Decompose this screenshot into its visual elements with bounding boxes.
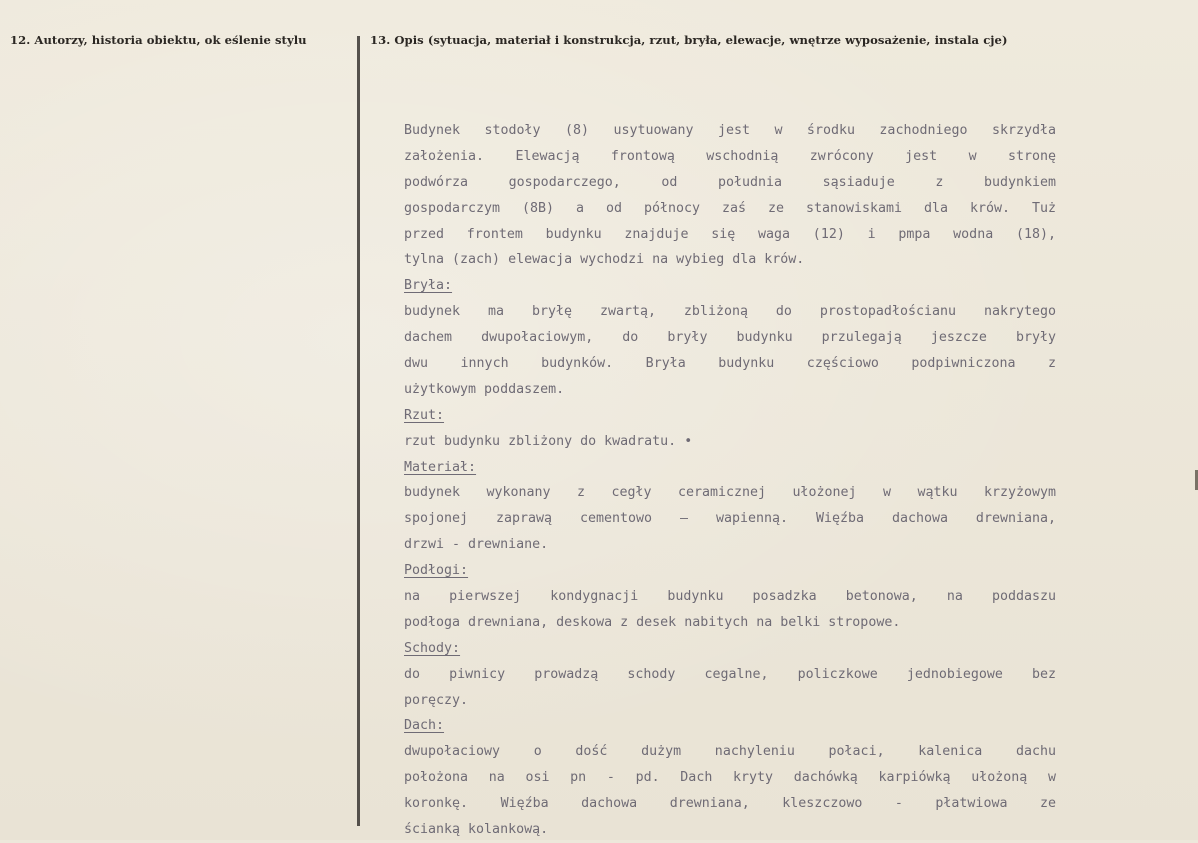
- description-line: ścianką kolankową.: [404, 822, 549, 838]
- description-line: dwupołaciowy o dość dużym nachyleniu połaci, kalenica dachu: [404, 744, 1056, 760]
- description-line: Budynek stodoły (8) usytuowany jest w środku zachodniego skrzydła: [404, 123, 1056, 138]
- section-label: Materiał:: [404, 459, 477, 475]
- description-line: dwu innych budynków. Bryła budynku częściowo podpiwniczona z: [404, 356, 1056, 372]
- section-label: Podłogi:: [404, 563, 469, 579]
- description-line: dachem dwupołaciowym, do bryły budynku przulegają jeszcze bryły: [404, 330, 1056, 346]
- description-line: drzwi - drewniane.: [404, 537, 549, 553]
- section-13-heading: 13. Opis (sytuacja, materiał i konstrukcja, rzut, bryła, elewacje, wnętrze wyposażenie, instala cje): [370, 33, 1008, 47]
- description-line: koronkę. Więźba dachowa drewniana, kleszczowo - płatwiowa ze: [404, 796, 1056, 812]
- description-line: spojonej zaprawą cementowo – wapienną. Więźba dachowa drewniana,: [404, 511, 1056, 527]
- description-line: użytkowym poddaszem.: [404, 381, 565, 397]
- section-13-column: [362, 0, 1198, 840]
- description-line: położona na osi pn - pd. Dach kryty dachówką karpiówką ułożoną w: [404, 770, 1056, 786]
- description-line: tylna (zach) elewacja wychodzi na wybieg dla krów.: [404, 252, 805, 268]
- description-line: poręczy.: [404, 692, 469, 708]
- description-line: budynek wykonany z cegły ceramicznej ułożonej w wątku krzyżowym: [404, 485, 1056, 501]
- section-label: Dach:: [404, 718, 445, 734]
- description-line: podwórza gospodarczego, od południa sąsiaduje z budynkiem: [404, 174, 1056, 190]
- section-label: Schody:: [404, 640, 461, 656]
- section-label: Bryła:: [404, 278, 453, 294]
- description-line: założenia. Elewacją frontową wschodnią zwrócony jest w stronę: [404, 148, 1056, 164]
- description-line: przed frontem budynku znajduje się waga (12) i pmpa wodna (18),: [404, 226, 1056, 242]
- section-12-column: [0, 0, 356, 840]
- description-line: podłoga drewniana, deskowa z desek nabitych na belki stropowe.: [404, 614, 901, 630]
- description-line: gospodarczym (8B) a od północy zaś ze stanowiskami dla krów. Tuż: [404, 200, 1056, 216]
- column-divider: [357, 36, 360, 826]
- description-line: budynek ma bryłę zwartą, zbliżoną do prostopadłościanu nakrytego: [404, 304, 1056, 320]
- description-line: do piwnicy prowadzą schody cegalne, policzkowe jednobiegowe bez: [404, 666, 1056, 682]
- section-label: Rzut:: [404, 407, 445, 423]
- section-12-heading: 12. Autorzy, historia obiektu, ok eślenie stylu: [10, 33, 307, 47]
- description-line: na pierwszej kondygnacji budynku posadzka betonowa, na poddaszu: [404, 589, 1056, 605]
- description-line: rzut budynku zbliżony do kwadratu. •: [404, 433, 693, 449]
- description-body: [404, 118, 1056, 843]
